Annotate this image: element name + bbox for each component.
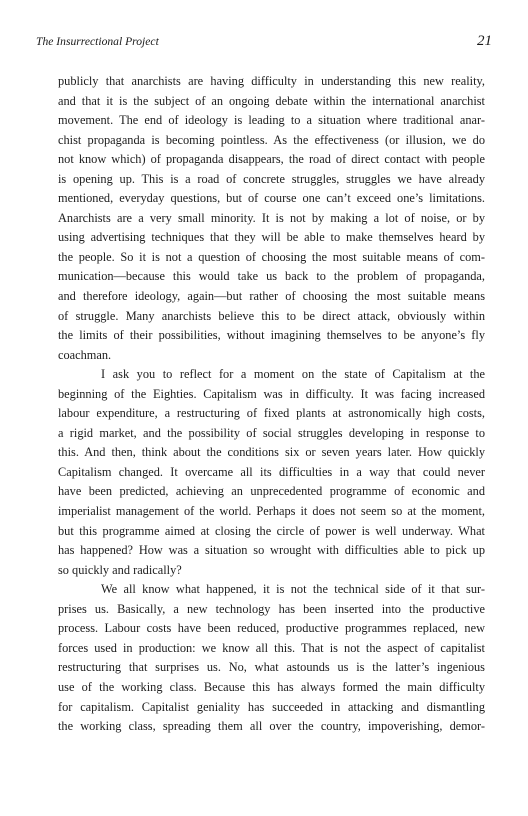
text-line: beginning of the Eighties. Capitalism was in difficulty. It was facing increased <box>58 386 485 401</box>
text-line: Anarchists are a very small minority. It is not by making a lot of noise, or by <box>58 210 485 225</box>
text-line: but this programme aimed at closing the circle of power is well underway. What <box>58 523 485 538</box>
text-line: process. Labour costs have been reduced, productive programmes replaced, new <box>58 621 485 636</box>
running-title: The Insurrectional Project <box>36 35 159 48</box>
text-line: have been predicted, achieving an unprecedented programme of economic and <box>58 484 485 499</box>
text-line: the people. So it is not a question of choosing the most suitable means of com- <box>58 249 485 264</box>
text-line: mentioned, everyday questions, but of course one can’t exceed one’s limitations. <box>58 191 485 206</box>
text-line: has happened? How was a situation so wrought with difficulties able to pick up <box>58 543 485 558</box>
text-line: so quickly and radically? <box>58 562 182 577</box>
text-line: the working class, spreading them all over the country, impoverishing, demor- <box>58 719 485 734</box>
text-line: not know which) of propaganda disappears, the road of direct contact with people <box>58 152 485 167</box>
page-header <box>36 35 492 53</box>
text-line: and therefore ideology, again—but rather of choosing the most suitable means <box>58 289 485 304</box>
text-line: and that it is the subject of an ongoing debate within the international anarchist <box>58 93 485 108</box>
text-line: this. And then, think about the conditions six or seven years later. How quickly <box>58 445 485 460</box>
text-line: munication—because this would take us back to the problem of propaganda, <box>58 269 485 284</box>
text-line: the limits of their possibilities, without imagining themselves to be anyone’s fly <box>58 328 485 343</box>
text-line: coachman. <box>58 347 112 362</box>
text-line: We all know what happened, it is not the technical side of it that sur- <box>101 582 485 597</box>
text-line: a rigid market, and the possibility of social struggles developing in response to <box>58 425 485 440</box>
text-line: Capitalism changed. It overcame all its difficulties in a way that could never <box>58 464 485 479</box>
text-line: publicly that anarchists are having difficulty in understanding this new reality, <box>58 74 485 88</box>
text-line: forces used in production: we know all this. That is not the aspect of capitalist <box>58 640 485 655</box>
text-line: prises us. Basically, a new technology has been inserted into the productive <box>58 601 485 616</box>
text-line: for capitalism. Capitalist geniality has succeeded in attacking and dismantling <box>58 699 485 714</box>
text-line: is opening up. This is a road of concrete struggles, struggles we have already <box>58 171 485 186</box>
text-line: use of the working class. Because this has always formed the main difficulty <box>58 679 485 694</box>
text-line: labour expenditure, a restructuring of fixed plants at astronomically high costs, <box>58 406 485 421</box>
page-number: 21 <box>477 33 492 49</box>
text-line: using advertising techniques that they will be able to make themselves heard by <box>58 230 485 245</box>
body-text <box>58 72 485 737</box>
text-line: chist propaganda is becoming pointless. As the effectiveness (or illusion, we do <box>58 132 485 147</box>
text-line: imperialist management of the world. Perhaps it does not seem so at the moment, <box>58 504 485 519</box>
text-line: movement. The end of ideology is leading to a situation where traditional anar- <box>58 113 485 128</box>
text-line: I ask you to reflect for a moment on the state of Capitalism at the <box>101 367 485 382</box>
text-line: of struggle. Many anarchists believe this to be direct attack, obviously within <box>58 308 485 323</box>
text-line: restructuring that surprises us. No, what astounds us is the latter’s ingenious <box>58 660 485 675</box>
